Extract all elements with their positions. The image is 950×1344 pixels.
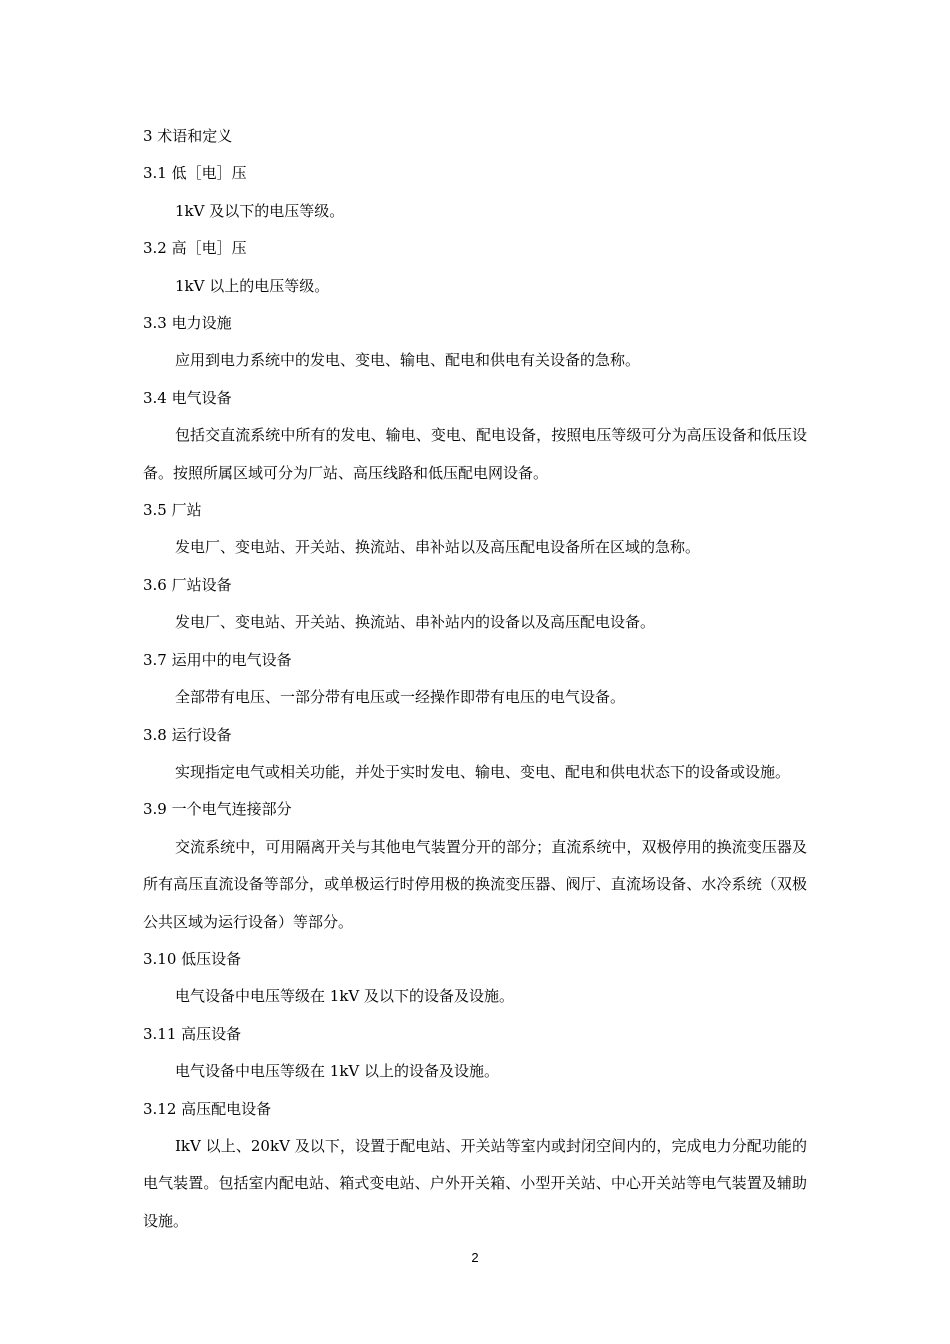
term-definition-3-3: 应用到电力系统中的发电、变电、输电、配电和供电有关设备的急称。 [175, 351, 641, 370]
term-heading-3-8: 3.8 运行设备 [143, 725, 232, 744]
term-definition-3-12: IkV 以上、20kV 及以下，设置于配电站、开关站等室内或封闭空间内的，完成电力分配功能的电气装置。包括室内配电站、箱式变电站、户外开关箱、小型开关站、中心开关站等电气装置及辅助设施。 [143, 1136, 807, 1230]
term-definition-3-11: 电气设备中电压等级在 1kV 以上的设备及设施。 [175, 1062, 500, 1081]
term-definition-3-7: 全部带有电压、一部分带有电压或一经操作即带有电压的电气设备。 [175, 688, 626, 707]
term-definition-3-1: 1kV 及以下的电压等级。 [175, 201, 345, 220]
term-definition-3-4: 包括交直流系统中所有的发电、输电、变电、配电设备，按照电压等级可分为高压设备和低压设备。按照所属区域可分为厂站、高压线路和低压配电网设备。 [143, 426, 807, 482]
term-heading-3-3: 3.3 电力设施 [143, 314, 232, 333]
term-heading-3-5: 3.5 厂站 [143, 501, 202, 520]
term-heading-3-2: 3.2 高［电］压 [143, 239, 247, 258]
term-definition-3-6: 发电厂、变电站、开关站、换流站、串补站内的设备以及高压配电设备。 [175, 613, 656, 632]
term-definition-3-8: 实现指定电气或相关功能，并处于实时发电、输电、变电、配电和供电状态下的设备或设施。 [175, 762, 791, 781]
term-definition-3-10: 电气设备中电压等级在 1kV 及以下的设备及设施。 [175, 987, 515, 1006]
term-definition-3-2: 1kV 以上的电压等级。 [175, 276, 330, 295]
term-heading-3-12: 3.12 高压配电设备 [143, 1099, 272, 1118]
term-heading-3-6: 3.6 厂站设备 [143, 575, 232, 594]
term-definition-3-5: 发电厂、变电站、开关站、换流站、串补站以及高压配电设备所在区域的急称。 [175, 538, 701, 557]
term-definition-3-9: 交流系统中，可用隔离开关与其他电气装置分开的部分；直流系统中，双极停用的换流变压器及所有高压直流设备等部分，或单极运行时停用极的换流变压器、阀厅、直流场设备、水冷系统（双极公共区域为运行设备）等部分。 [143, 837, 807, 931]
term-heading-3-10: 3.10 低压设备 [143, 949, 242, 968]
term-heading-3-4: 3.4 电气设备 [143, 388, 232, 407]
term-heading-3-7: 3.7 运用中的电气设备 [143, 650, 292, 669]
page-number: 2 [471, 1250, 479, 1265]
term-heading-3-11: 3.11 高压设备 [143, 1024, 242, 1043]
section-heading-terms-and-definitions: 3 术语和定义 [143, 127, 233, 145]
term-heading-3-9: 3.9 一个电气连接部分 [143, 800, 292, 819]
term-heading-3-1: 3.1 低［电］压 [143, 164, 247, 183]
document-body [143, 118, 807, 1240]
